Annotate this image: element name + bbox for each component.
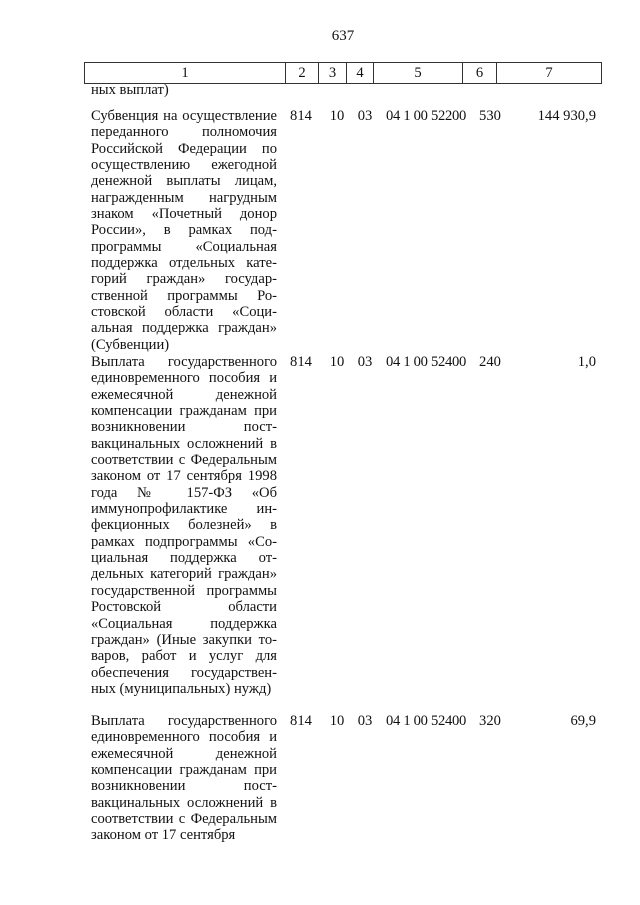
row-section-code: 10 <box>329 713 345 729</box>
header-col-7: 7 <box>497 63 602 84</box>
row-section-code: 10 <box>329 108 345 124</box>
row-subsection-code: 03 <box>357 354 373 370</box>
row-expense-type: 320 <box>479 713 501 729</box>
header-row <box>85 63 602 84</box>
header-col-5: 5 <box>374 63 463 84</box>
row-ministry-code: 814 <box>290 108 312 124</box>
continuation-text: ных выплат) <box>91 82 169 98</box>
table-header <box>84 62 602 84</box>
header-col-1: 1 <box>85 63 286 84</box>
row-ministry-code: 814 <box>290 354 312 370</box>
row-amount: 1,0 <box>577 354 596 370</box>
row-description: Выплата государственного единовременного пособия и ежемесячной денежной компенсации гражданам при возникновении поствакцинальных осложнений в соответствии с Федеральным законом от 17 сентября 1998 года № 157-ФЗ «Об иммунопрофилактике инфекционных болезней» в рамках подпрограммы «Социальная поддержка отдельных категорий граждан» государственной программы Ростовской области «Социальная поддержка граждан» (Иные закупки товаров, работ и услуг для обеспечения государственных (муниципальных) нужд) <box>91 354 277 697</box>
row-ministry-code: 814 <box>290 713 312 729</box>
row-section-code: 10 <box>329 354 345 370</box>
row-target-code: 04 1 00 52400 <box>385 713 466 729</box>
row-subsection-code: 03 <box>357 713 373 729</box>
row-amount: 69,9 <box>570 713 596 729</box>
header-col-2: 2 <box>286 63 319 84</box>
row-expense-type: 530 <box>479 108 501 124</box>
header-col-6: 6 <box>463 63 497 84</box>
header-col-4: 4 <box>347 63 374 84</box>
row-target-code: 04 1 00 52400 <box>385 354 466 370</box>
row-description: Выплата государственного единовременного пособия и ежемесячной денежной компенсации гражданам при возникновении поствакцинальных осложнений в соответствии с Федеральным законом от 17 сентября <box>91 713 277 844</box>
row-expense-type: 240 <box>479 354 501 370</box>
row-subsection-code: 03 <box>357 108 373 124</box>
row-description: Субвенция на осуществление переданного полномочия Российской Федерации по осуществлению ежегодной денежной выплаты лицам, награжденным нагрудным знаком «Почетный донор России», в рамках подпрограммы «Социальная поддержка отдельных категорий граждан» государственной программы Ростовской области «Социальная поддержка граждан» (Субвенции) <box>91 108 277 353</box>
header-col-3: 3 <box>319 63 347 84</box>
row-amount: 144 930,9 <box>537 108 596 124</box>
row-target-code: 04 1 00 52200 <box>385 108 466 124</box>
page-number: 637 <box>331 28 355 44</box>
